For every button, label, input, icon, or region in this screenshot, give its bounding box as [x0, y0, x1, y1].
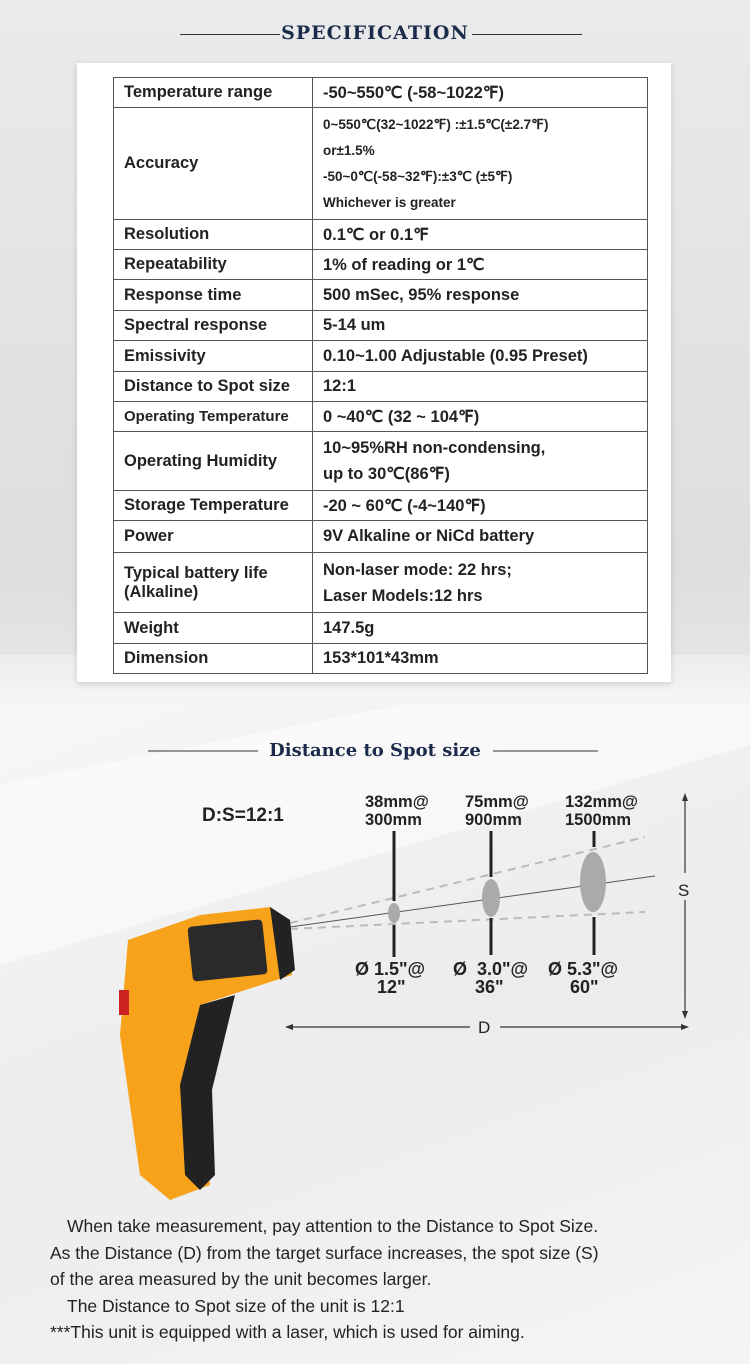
spec-value: [313, 311, 648, 341]
spec-label: [114, 432, 313, 491]
spec-row: [114, 108, 648, 220]
spec-label: [114, 311, 313, 341]
value-text: 1% of reading or 1℃: [323, 255, 485, 274]
spec-label: [114, 553, 313, 613]
spec-label: [114, 402, 313, 432]
spec-label: [114, 341, 313, 372]
spec-value: [313, 521, 648, 553]
spec-row: [114, 311, 648, 341]
value-text: 0.10~1.00 Adjustable (0.95 Preset): [323, 346, 588, 365]
label-text: Accuracy: [124, 154, 199, 172]
spec-row: [114, 521, 648, 553]
value-text: -20 ~ 60℃ (-4~140℉): [323, 496, 486, 515]
spec-label: [114, 78, 313, 108]
value-text: 9V Alkaline or NiCd battery: [323, 527, 535, 545]
spec-value: [313, 220, 648, 250]
spec-label: [114, 372, 313, 402]
spot-size-bottom: [548, 960, 618, 996]
value-line: -50~0℃(-58~32℉):±3℃ (±5℉): [323, 168, 513, 184]
spec-label: [114, 280, 313, 311]
spot-size-top: [565, 793, 638, 829]
spec-row: [114, 250, 648, 280]
spec-label: [114, 521, 313, 553]
value-line: Non-laser mode: 22 hrs;: [323, 560, 512, 579]
desc-line: When take measurement, pay attention to the Distance to Spot Size.: [67, 1216, 599, 1236]
label-text: Operating Temperature: [124, 408, 289, 425]
spec-value: [313, 491, 648, 521]
spec-row: [114, 402, 648, 432]
spec-value: [313, 553, 648, 613]
spot-size-bottom: [355, 960, 425, 996]
value-line: 0~550℃(32~1022℉) :±1.5℃(±2.7℉): [323, 116, 549, 132]
spot-top1: 75mm@: [465, 793, 529, 811]
spec-row: [114, 644, 648, 674]
spec-value: [313, 432, 648, 491]
value-text: 147.5g: [323, 618, 375, 637]
spec-value: [313, 78, 648, 108]
spec-row: [114, 280, 648, 311]
spot-bot2: 60": [570, 977, 599, 997]
label-text: Storage Temperature: [124, 496, 289, 514]
diagram-title: Distance to Spot size: [269, 740, 481, 761]
spot-bot2: 36": [475, 977, 504, 997]
spec-row: [114, 491, 648, 521]
spec-value: [313, 250, 648, 280]
description: [50, 1213, 730, 1346]
spec-table: [113, 77, 648, 674]
spec-row: [114, 220, 648, 250]
value-line: Whichever is greater: [323, 194, 456, 210]
spot-bot1: Ø 3.0"@: [453, 959, 529, 979]
value-text: 12:1: [323, 377, 357, 395]
label-text: Emissivity: [124, 346, 206, 365]
spot-bot1: Ø 1.5"@: [355, 959, 426, 979]
d-label: D: [478, 1018, 491, 1037]
desc-line: of the area measured by the unit becomes larger.: [50, 1269, 432, 1289]
label-text: Operating Humidity: [124, 451, 278, 470]
spot-top1: 132mm@: [565, 793, 638, 811]
label-text: Distance to Spot size: [124, 377, 290, 395]
spec-value: [313, 280, 648, 311]
spot-bot1: Ø 5.3"@: [548, 959, 619, 979]
value-line: 10~95%RH non-condensing,: [323, 439, 546, 457]
spec-title: SPECIFICATION: [281, 22, 469, 44]
spec-value: [313, 644, 648, 674]
spec-row: [114, 78, 648, 108]
value-text: 0 ~40℃ (32 ~ 104℉): [323, 407, 480, 426]
value-text: -50~550℃ (-58~1022℉): [323, 83, 505, 102]
spec-row: [114, 372, 648, 402]
spec-value: [313, 108, 648, 220]
spot-top2: 1500mm: [565, 811, 632, 829]
spec-label: [114, 108, 313, 220]
spec-row: [114, 341, 648, 372]
thermometer-gun-icon: [119, 907, 295, 1200]
desc-line: As the Distance (D) from the target surface increases, the spot size (S): [50, 1242, 599, 1263]
spot-top2: 900mm: [465, 811, 522, 829]
spec-label: [114, 250, 313, 280]
label-text: Response time: [124, 285, 242, 304]
s-label: S: [678, 881, 690, 900]
value-line: Laser Models:12 hrs: [323, 586, 483, 605]
spec-row: [114, 613, 648, 644]
spec-row: [114, 432, 648, 491]
spot-size-top: [365, 793, 429, 829]
spot-top2: 300mm: [365, 811, 422, 829]
label-text: Weight: [124, 618, 179, 637]
spec-value: [313, 372, 648, 402]
spec-label: [114, 220, 313, 250]
label-text: Spectral response: [124, 316, 268, 334]
spot-top1: 38mm@: [365, 793, 429, 811]
label-text: (Alkaline): [124, 582, 199, 601]
spot-size-bottom: [453, 960, 528, 996]
label-text: Resolution: [124, 225, 210, 243]
spot-bot2: 12": [377, 977, 406, 997]
label-text: Power: [124, 527, 174, 545]
label-text: Dimension: [124, 649, 209, 667]
value-line: or±1.5%: [323, 142, 375, 158]
label-text: Temperature range: [124, 83, 273, 101]
spot-size-top: [465, 793, 529, 829]
value-line: up to 30℃(86℉): [323, 465, 450, 483]
spec-row: [114, 553, 648, 613]
spec-label: [114, 613, 313, 644]
desc-line: ***This unit is equipped with a laser, which is used for aiming.: [50, 1322, 525, 1342]
value-text: 500 mSec, 95% response: [323, 285, 520, 304]
value-text: 5-14 um: [323, 316, 386, 334]
value-text: 0.1℃ or 0.1℉: [323, 225, 429, 244]
spec-value: [313, 613, 648, 644]
spec-value: [313, 341, 648, 372]
ratio-label: D:S=12:1: [202, 805, 284, 826]
desc-line: The Distance to Spot size of the unit is 12:1: [67, 1295, 405, 1316]
label-text: Typical battery life: [124, 563, 268, 582]
label-text: Repeatability: [124, 255, 227, 273]
spec-label: [114, 644, 313, 674]
spec-label: [114, 491, 313, 521]
value-text: 153*101*43mm: [323, 649, 439, 667]
spec-value: [313, 402, 648, 432]
